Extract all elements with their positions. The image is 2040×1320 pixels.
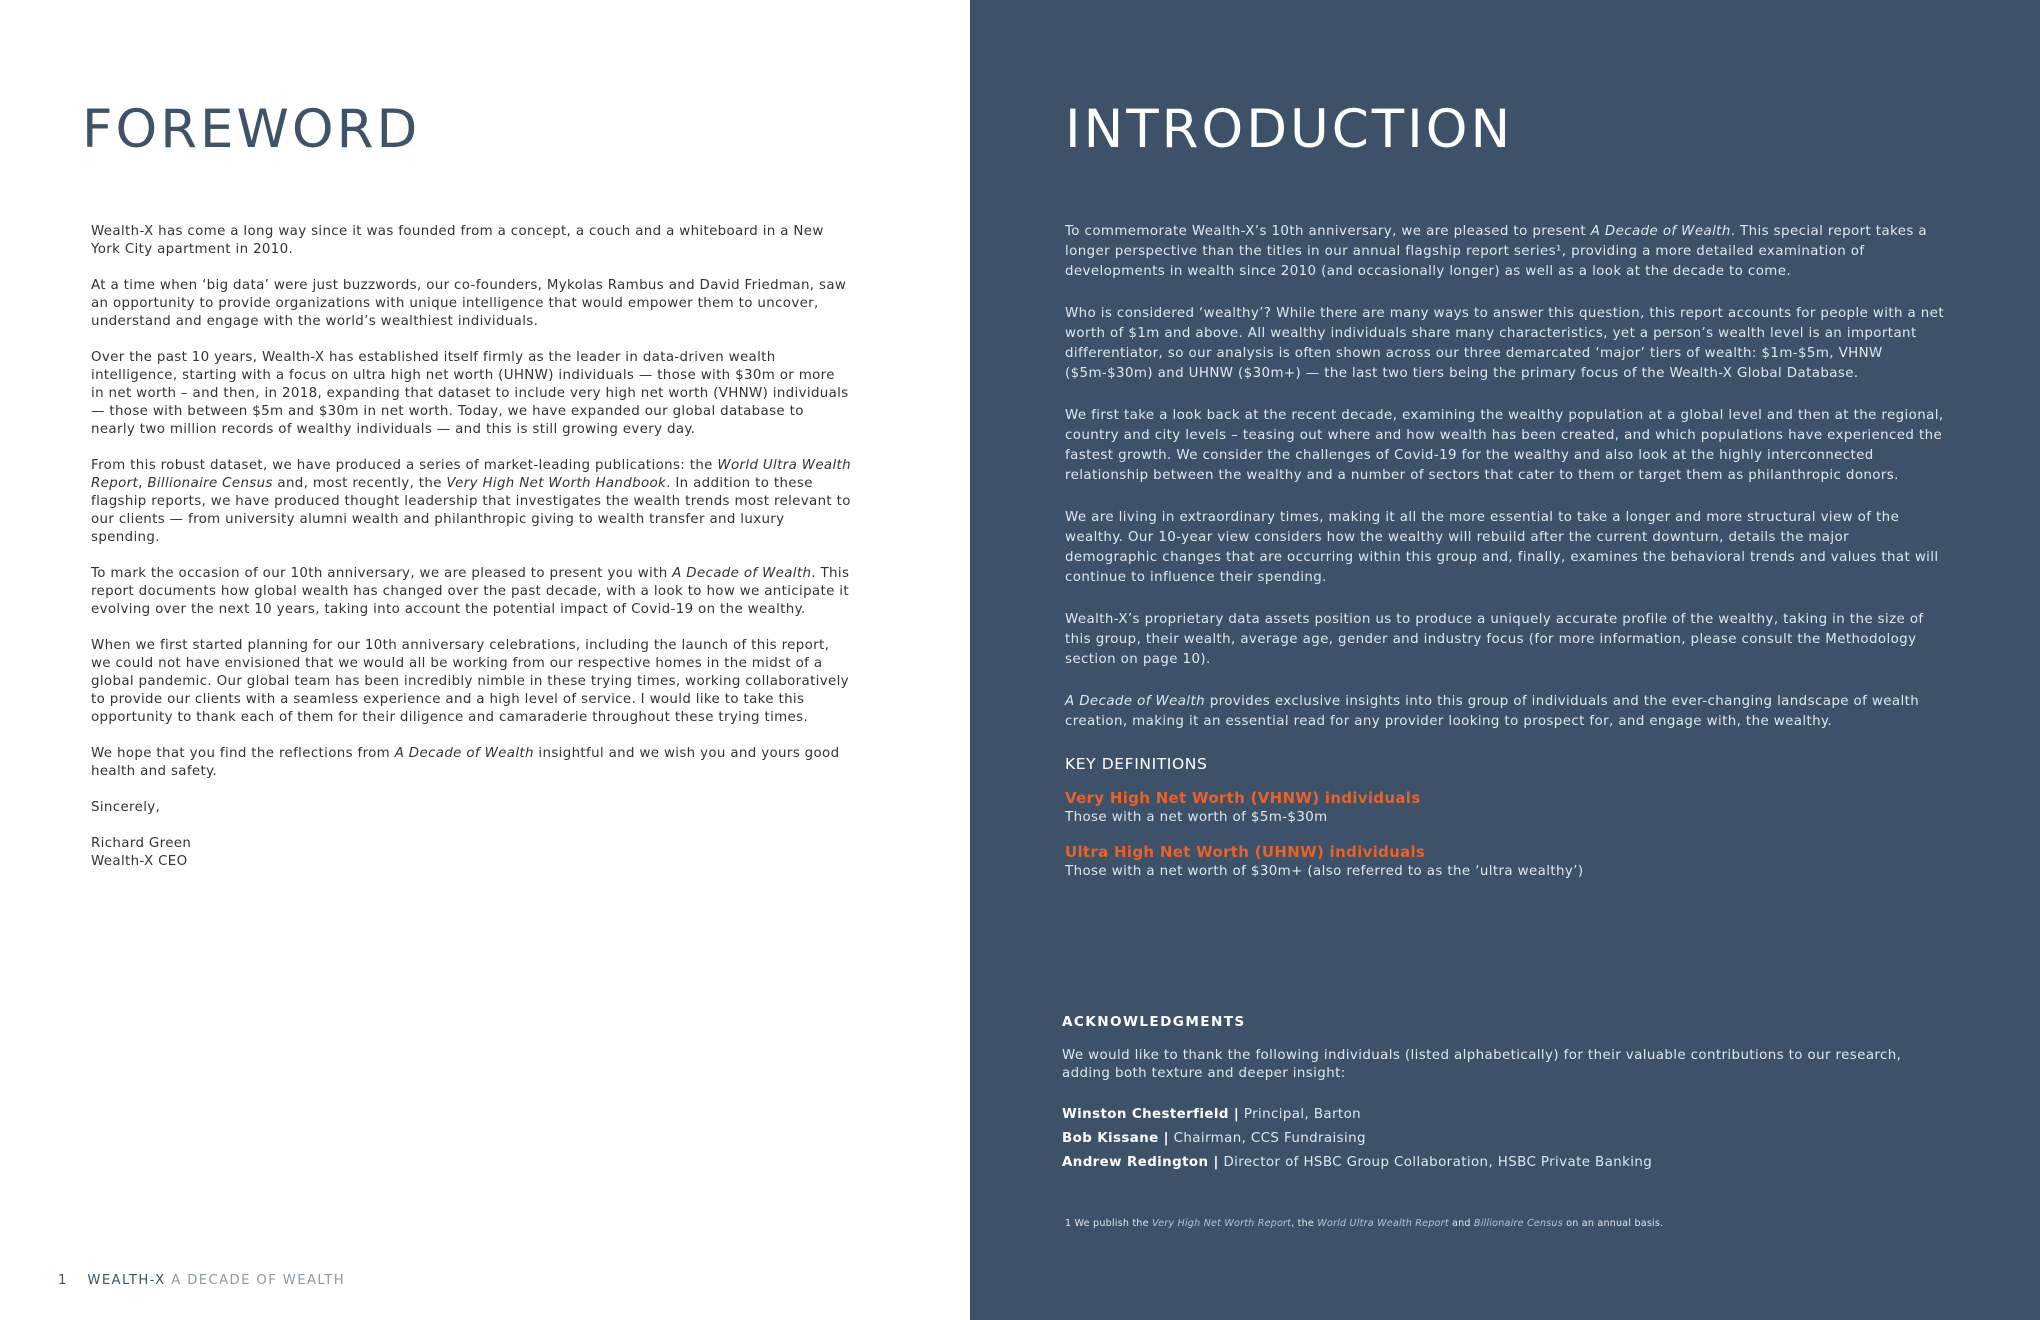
closing: Sincerely, — [91, 800, 161, 815]
footnote — [1065, 1218, 1663, 1229]
text-run: and — [1448, 1218, 1474, 1229]
text-run: , — [138, 476, 148, 491]
report-title: A Decade of Wealth — [1065, 694, 1206, 709]
definition-term: Very High Net Worth (VHNW) individuals — [1065, 789, 1421, 807]
text-run: . This special report takes a longer perspective than the titles in our annual flagship report series¹, providing a more detailed examination of developments in wealth since 2010 (and occasionally longer) as well as a look at the decade to come. — [1065, 224, 1928, 279]
definition-text: Those with a net worth of $5m-$30m — [1065, 810, 1328, 825]
foreword-paragraph-2: At a time when ‘big data’ were just buzzwords, our co-founders, Mykolas Rambus and David Friedman, saw an opportunity to provide organizations with unique intelligence that would empower them to uncover, understand and engage with the world’s wealthiest individuals. — [91, 278, 847, 329]
intro-paragraph-4: We are living in extraordinary times, making it all the more essential to take a longer and more structural view of the wealthy. Our 10-year view considers how the wealthy will rebuild after the current downturn, details the major demographic changes that are occurring within this group and, finally, examines the behavioral trends and values that will continue to influence their spending. — [1065, 510, 1939, 585]
person-role: Director of HSBC Group Collaboration, HSBC Private Banking — [1218, 1155, 1653, 1170]
publication-title: World Ultra Wealth Report — [91, 458, 851, 491]
text-run: and, most recently, the — [272, 476, 447, 491]
signer-title: Wealth-X CEO — [91, 854, 188, 869]
text-run: , the — [1291, 1218, 1318, 1229]
intro-paragraph-6 — [1065, 692, 1945, 732]
page-title-introduction: INTRODUCTION — [1065, 99, 1514, 160]
person-role: Chairman, CCS Fundraising — [1168, 1131, 1366, 1146]
text-run: insightful and we wish you and yours good health and safety. — [91, 746, 840, 779]
person-name: Bob Kissane | — [1062, 1131, 1169, 1146]
report-title: A Decade of Wealth — [1590, 224, 1731, 239]
definition-term: Ultra High Net Worth (UHNW) individuals — [1065, 843, 1426, 861]
page-number: 1 — [58, 1273, 68, 1288]
publication-title: Very High Net Worth Report — [1151, 1218, 1292, 1229]
introduction-body — [1065, 222, 1945, 882]
acknowledged-person — [1062, 1103, 1942, 1127]
intro-paragraph-5: Wealth-X’s proprietary data assets position us to produce a uniquely accurate profile of the wealthy, taking in the size of this group, their wealth, average age, gender and industry focus (for more information, please consult the Methodology section on page 10). — [1065, 612, 1924, 667]
intro-paragraph-2: Who is considered ‘wealthy’? While there are many ways to answer this question, this report accounts for people with a net worth of $1m and above. All wealthy individuals share many characteristics, yet a person’s wealth level is an important differentiator, so our analysis is often shown across our three demarcated ‘major’ tiers of wealth: $1m-$5m, VHNW ($5m-$30m) and UHNW ($30m+) — the last two tiers being the primary focus of the Wealth-X Global Database. — [1065, 306, 1944, 381]
publication-title: Very High Net Worth Handbook — [446, 476, 667, 491]
foreword-paragraph-7 — [91, 745, 851, 781]
text-run: To mark the occasion of our 10th anniversary, we are pleased to present you with — [91, 566, 673, 581]
definition-item — [1065, 788, 1945, 828]
foreword-paragraph-4 — [91, 457, 851, 547]
text-run: . In addition to these flagship reports, we have produced thought leadership that investigates the wealth trends most relevant to our clients — from university alumni wealth and philanthropic giving to wealth transfer and luxury spending. — [91, 476, 851, 545]
left-page-foreword — [0, 0, 970, 1320]
signature-block — [91, 799, 851, 871]
footer-brand: WEALTH-X — [87, 1273, 166, 1288]
footer-subtitle: A DECADE OF WEALTH — [165, 1273, 346, 1288]
text-run: on an annual basis. — [1562, 1218, 1664, 1229]
right-page-introduction — [970, 0, 2040, 1320]
publication-title: Billionaire Census — [1473, 1218, 1563, 1229]
page-title-foreword: FOREWORD — [82, 99, 421, 160]
page-footer — [58, 1273, 345, 1288]
text-run: From this robust dataset, we have produced a series of market-leading publications: the — [91, 458, 718, 473]
acknowledged-person — [1062, 1151, 1942, 1175]
person-role: Principal, Barton — [1239, 1107, 1362, 1122]
acknowledged-person — [1062, 1127, 1942, 1151]
acknowledgments-intro: We would like to thank the following individuals (listed alphabetically) for their valuable contributions to our research, adding both texture and deeper insight: — [1062, 1048, 1902, 1081]
foreword-body — [91, 223, 851, 871]
text-run: 1 We publish the — [1065, 1218, 1152, 1229]
report-title: A Decade of Wealth — [672, 566, 812, 581]
signer-name: Richard Green — [91, 836, 192, 851]
publication-title: World Ultra Wealth Report — [1317, 1218, 1449, 1229]
person-name: Winston Chesterfield | — [1062, 1107, 1240, 1122]
text-run: provides exclusive insights into this group of individuals and the ever-changing landscape of wealth creation, making it an essential read for any provider looking to prospect for, and engage with, the wealthy. — [1065, 694, 1920, 729]
text-run: . This report documents how global wealth has changed over the past decade, with a look to how we anticipate it evolving over the next 10 years, taking into account the potential impact of Covid-19 on the wealthy. — [91, 566, 850, 617]
foreword-paragraph-5 — [91, 565, 851, 619]
key-definitions-title: KEY DEFINITIONS — [1065, 755, 1208, 773]
definition-item — [1065, 842, 1945, 882]
key-definitions — [1065, 754, 1945, 882]
text-run: We hope that you find the reflections from — [91, 746, 395, 761]
acknowledgments-title: ACKNOWLEDGMENTS — [1062, 1014, 1246, 1030]
publication-title: Billionaire Census — [147, 476, 273, 491]
report-title: A Decade of Wealth — [394, 746, 534, 761]
intro-paragraph-1 — [1065, 222, 1945, 282]
foreword-paragraph-1: Wealth-X has come a long way since it was founded from a concept, a couch and a whiteboard in a New York City apartment in 2010. — [91, 224, 824, 257]
person-name: Andrew Redington | — [1062, 1155, 1219, 1170]
foreword-paragraph-3: Over the past 10 years, Wealth-X has established itself firmly as the leader in data-driven wealth intelligence, starting with a focus on ultra high net worth (UHNW) individuals — those with $30m or more in net worth – and then, in 2018, expanding that dataset to include very high net worth (VHNW) individuals — those with between $5m and $30m in net worth. Today, we have expanded our global database to nearly two million records of wealthy individuals — and this is still growing every day. — [91, 350, 849, 437]
acknowledgments — [1062, 1013, 1942, 1175]
foreword-paragraph-6: When we first started planning for our 10th anniversary celebrations, including the launch of this report, we could not have envisioned that we would all be working from our respective homes in the midst of a global pandemic. Our global team has been incredibly nimble in these trying times, working collaboratively to provide our clients with a seamless experience and a high level of service. I would like to take this opportunity to thank each of them for their diligence and camaraderie throughout these trying times. — [91, 638, 849, 725]
text-run: To commemorate Wealth-X’s 10th anniversary, we are pleased to present — [1065, 224, 1591, 239]
definition-text: Those with a net worth of $30m+ (also referred to as the ‘ultra wealthy’) — [1065, 864, 1584, 879]
intro-paragraph-3: We first take a look back at the recent decade, examining the wealthy population at a global level and then at the regional, country and city levels – teasing out where and how wealth has been created, and which populations have experienced the fastest growth. We consider the challenges of Covid-19 for the wealthy and also look at the highly interconnected relationship between the wealthy and a number of sectors that cater to them or target them as philanthropic donors. — [1065, 408, 1944, 483]
